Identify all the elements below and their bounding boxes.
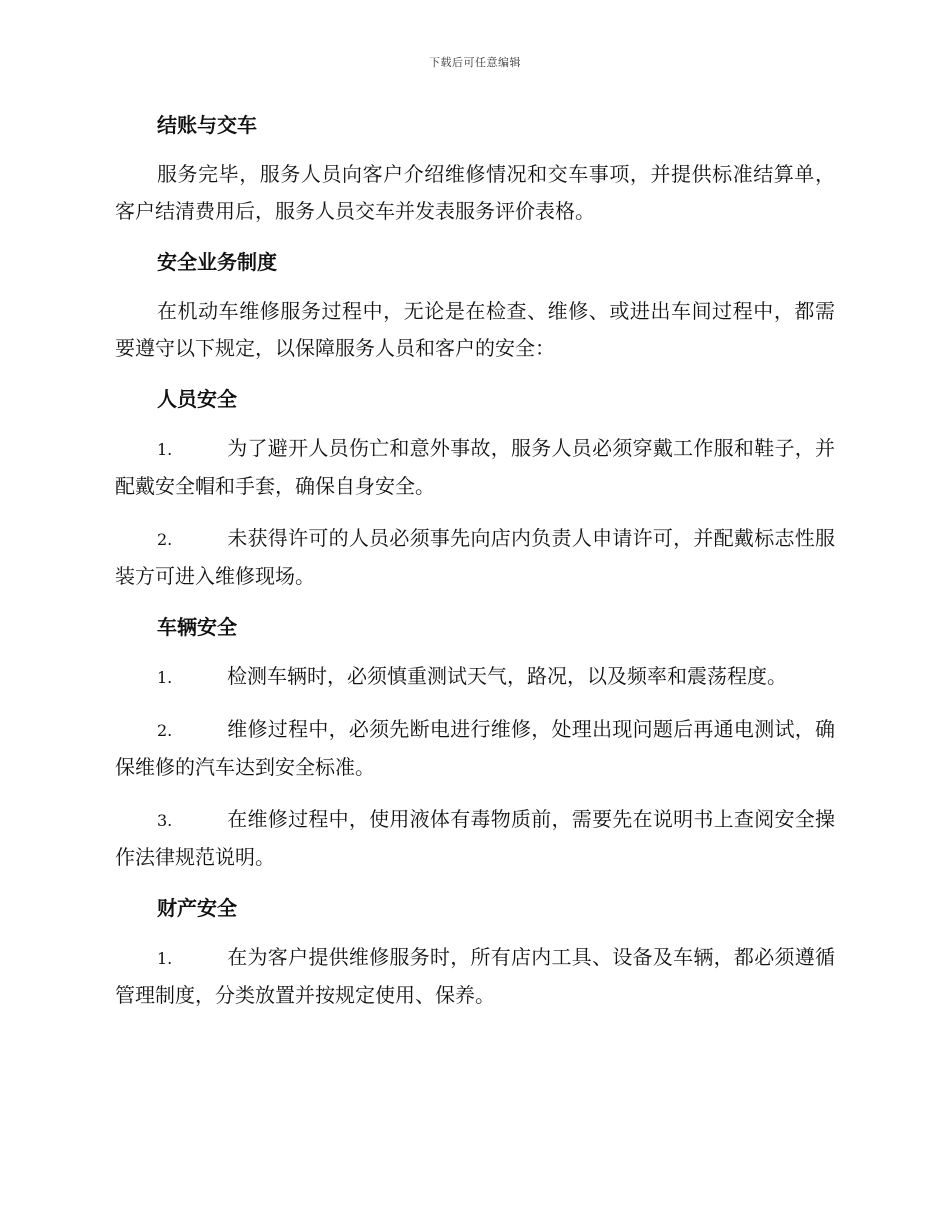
list-item	[115, 801, 835, 876]
header-note: 下载后可任意编辑	[429, 56, 521, 69]
list-item-text: 在维修过程中，使用液体有毒物质前，需要先在说明书上查阅安全操作法律规范说明。	[115, 807, 835, 869]
list-item-text: 维修过程中，必须先断电进行维修，处理出现问题后再通电测试，确保维修的汽车达到安全标准。	[115, 717, 835, 779]
list-item	[115, 658, 835, 696]
section-heading: 结账与交车	[157, 113, 257, 137]
list-item	[115, 430, 835, 505]
list-item-text: 在为客户提供维修服务时，所有店内工具、设备及车辆，都必须遵循管理制度，分类放置并按规定使用、保养。	[115, 945, 835, 1007]
list-item	[115, 711, 835, 786]
document-body	[115, 108, 835, 1029]
list-item-number: 1.	[157, 949, 173, 968]
list-item-number: 2.	[157, 530, 173, 549]
list-item-number: 3.	[157, 811, 173, 830]
list-item-text: 检测车辆时，必须慎重测试天气，路况，以及频率和震荡程度。	[227, 664, 787, 688]
paragraph: 服务完毕，服务人员向客户介绍维修情况和交车事项，并提供标准结算单，客户结清费用后，服务人员交车并发表服务评价表格。	[115, 162, 835, 223]
list-item-text: 未获得许可的人员必须事先向店内负责人申请许可，并配戴标志性服装方可进入维修现场。	[115, 526, 835, 588]
paragraph: 在机动车维修服务过程中，无论是在检查、维修、或进出车间过程中，都需要遵守以下规定，以保障服务人员和客户的安全：	[115, 299, 835, 360]
list-item-number: 1.	[157, 668, 173, 687]
section-heading: 安全业务制度	[157, 250, 277, 274]
list-item	[115, 520, 835, 595]
list-item	[115, 939, 835, 1014]
list-item-number: 2.	[157, 721, 173, 740]
section-heading: 财产安全	[157, 896, 237, 920]
section-heading: 车辆安全	[157, 615, 237, 639]
list-item-text: 为了避开人员伤亡和意外事故，服务人员必须穿戴工作服和鞋子，并配戴安全帽和手套，确保自身安全。	[115, 436, 835, 498]
section-heading: 人员安全	[157, 387, 237, 411]
list-item-number: 1.	[157, 440, 173, 459]
